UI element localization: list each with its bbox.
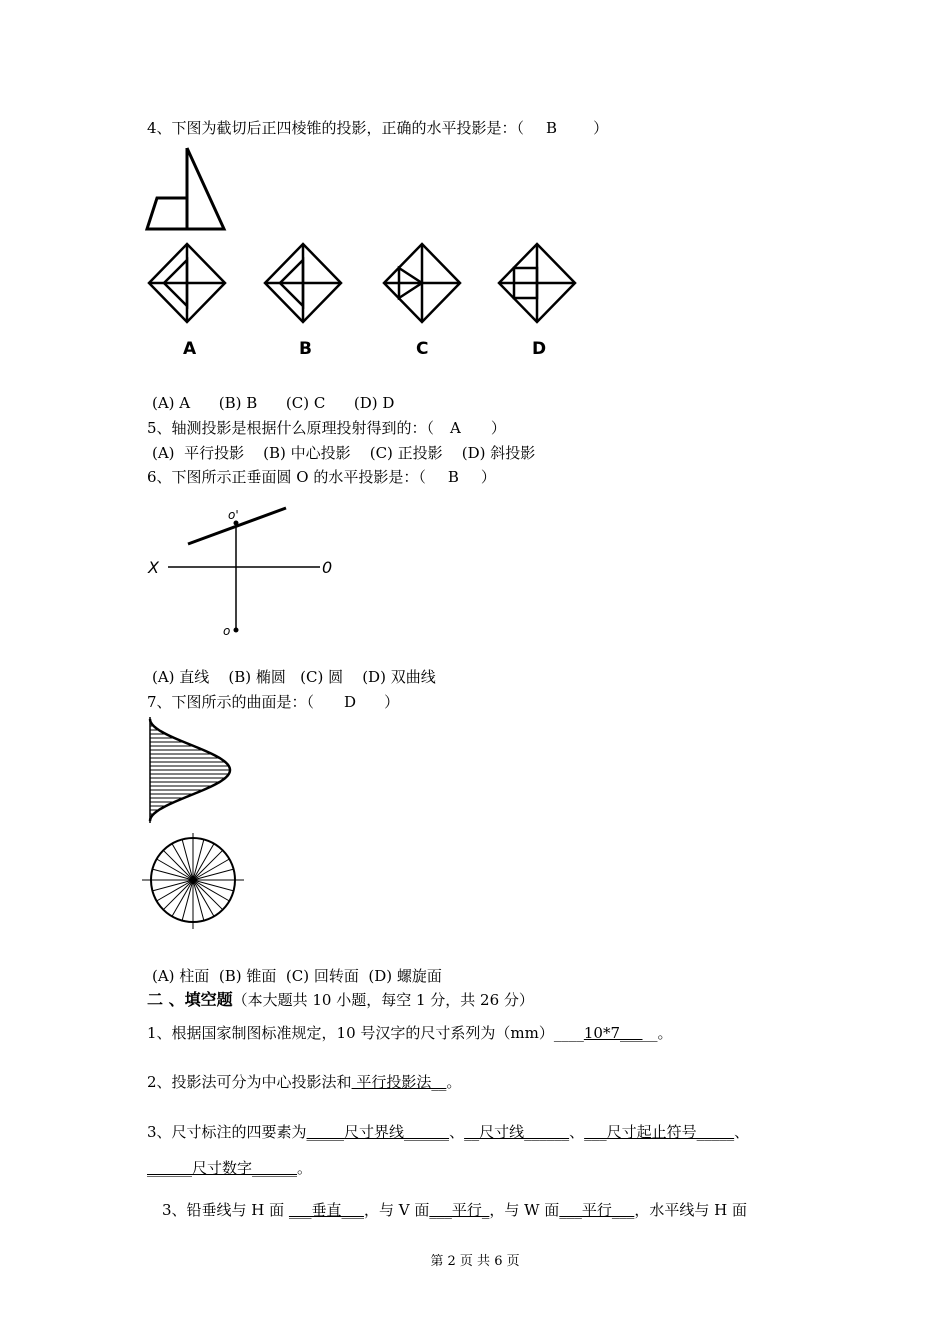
fill3-sep-3: 、 bbox=[734, 1123, 750, 1141]
section2-note: （本大题共 10 小题，每空 1 分，共 26 分） bbox=[232, 991, 534, 1009]
q7-helix-hatching bbox=[150, 722, 230, 818]
q5-close: ） bbox=[490, 419, 506, 437]
q6-figure bbox=[140, 498, 350, 643]
fill1 bbox=[147, 1023, 673, 1043]
q4-answer: B bbox=[546, 119, 558, 137]
fill3-pre: 3、尺寸标注的四要素为 bbox=[147, 1123, 307, 1141]
q5-options: (A) 平行投影 (B) 中心投影 (C) 正投影 (D) 斜投影 bbox=[152, 444, 536, 462]
q6-stem bbox=[147, 467, 496, 487]
page-footer: 第 2 页 共 6 页 bbox=[430, 1254, 520, 1269]
q5-stem bbox=[147, 418, 506, 438]
q4-figure bbox=[140, 142, 590, 367]
q4-label-c: C bbox=[416, 339, 429, 359]
q4-front-view bbox=[147, 148, 224, 229]
q6-o-point bbox=[234, 628, 239, 633]
fill1-answer: 10*7___ bbox=[583, 1024, 643, 1042]
q6-stem-text: 6、下图所示正垂面圆 O 的水平投影是：（ bbox=[147, 468, 426, 486]
fill3b-post: ，水平线与 H 面 bbox=[634, 1201, 747, 1219]
fill3-answer-1: _____尺寸界线______ bbox=[306, 1123, 450, 1141]
fill3b-pre: 3、铅垂线与 H 面 bbox=[162, 1201, 289, 1219]
q4-option-c-drawing bbox=[384, 244, 460, 322]
q4-label-d: D bbox=[532, 339, 547, 359]
q4-option-d-drawing bbox=[499, 244, 575, 322]
fill2-pre: 2、投影法可分为中心投影法和 bbox=[147, 1073, 352, 1091]
fill2-answer: 平行投影法__ bbox=[351, 1073, 447, 1091]
q5-answer: A bbox=[450, 419, 461, 437]
fill1-pre: 1、根据国家制图标准规定，10 号汉字的尺寸系列为（mm）____ bbox=[147, 1024, 584, 1042]
fill1-post: __。 bbox=[642, 1024, 673, 1042]
fill2 bbox=[147, 1072, 461, 1092]
fill3b-answer-3: ___平行___ bbox=[559, 1201, 635, 1219]
fill3b-mid-2: ，与 W 面 bbox=[489, 1201, 560, 1219]
fill2-post: 。 bbox=[446, 1073, 462, 1091]
fill3b-answer-1: ___垂直___ bbox=[288, 1201, 364, 1219]
q7-circle-view bbox=[142, 833, 244, 929]
q6-answer: B bbox=[447, 468, 459, 486]
q4-label-b: B bbox=[299, 339, 312, 359]
q7-stem-text: 7、下图所示的曲面是：（ bbox=[147, 693, 315, 711]
q4-options: (A) A (B) B (C) C (D) D bbox=[152, 394, 395, 412]
q4-stem-text: 4、下图为截切后正四棱锥的投影，正确的水平投影是：（ bbox=[147, 119, 525, 137]
q7-close: ） bbox=[384, 693, 400, 711]
fill3-post: 。 bbox=[297, 1159, 313, 1177]
q6-close: ） bbox=[480, 468, 496, 486]
q5-stem-text: 5、轴测投影是根据什么原理投射得到的：（ bbox=[147, 419, 435, 437]
q7-center-dot bbox=[191, 878, 196, 883]
q7-figure bbox=[140, 715, 250, 935]
fill3b bbox=[162, 1200, 747, 1220]
fill3-answer-2: __尺寸线______ bbox=[464, 1123, 570, 1141]
fill3-answer-3: ___尺寸起止符号_____ bbox=[584, 1123, 735, 1141]
section2-title: 二 、填空题 bbox=[147, 990, 233, 1009]
q4-option-a-drawing bbox=[149, 244, 225, 322]
q6-label-x: X bbox=[148, 558, 159, 577]
q6-label-zero: 0 bbox=[322, 558, 333, 577]
q4-close: ） bbox=[593, 119, 609, 137]
q7-options: (A) 柱面 (B) 锥面 (C) 回转面 (D) 螺旋面 bbox=[152, 967, 442, 985]
q6-options: (A) 直线 (B) 椭圆 (C) 圆 (D) 双曲线 bbox=[152, 668, 436, 686]
fill3-answer-4: ______尺寸数字______ bbox=[147, 1159, 298, 1177]
q7-answer: D bbox=[344, 693, 357, 711]
q6-label-o: o bbox=[223, 624, 231, 638]
q4-stem bbox=[147, 118, 608, 138]
fill3-sep-1: 、 bbox=[449, 1123, 465, 1141]
section2-heading bbox=[147, 990, 534, 1010]
fill3-sep-2: 、 bbox=[569, 1123, 585, 1141]
fill3b-answer-2: ___平行_ bbox=[429, 1201, 490, 1219]
q4-option-b-drawing bbox=[265, 244, 341, 322]
fill3-cont bbox=[147, 1158, 312, 1178]
q4-label-a: A bbox=[183, 339, 197, 359]
q7-stem bbox=[147, 692, 399, 712]
q6-label-o-prime: o' bbox=[228, 508, 239, 522]
fill3b-mid-1: ，与 V 面 bbox=[363, 1201, 430, 1219]
fill3 bbox=[147, 1122, 749, 1142]
